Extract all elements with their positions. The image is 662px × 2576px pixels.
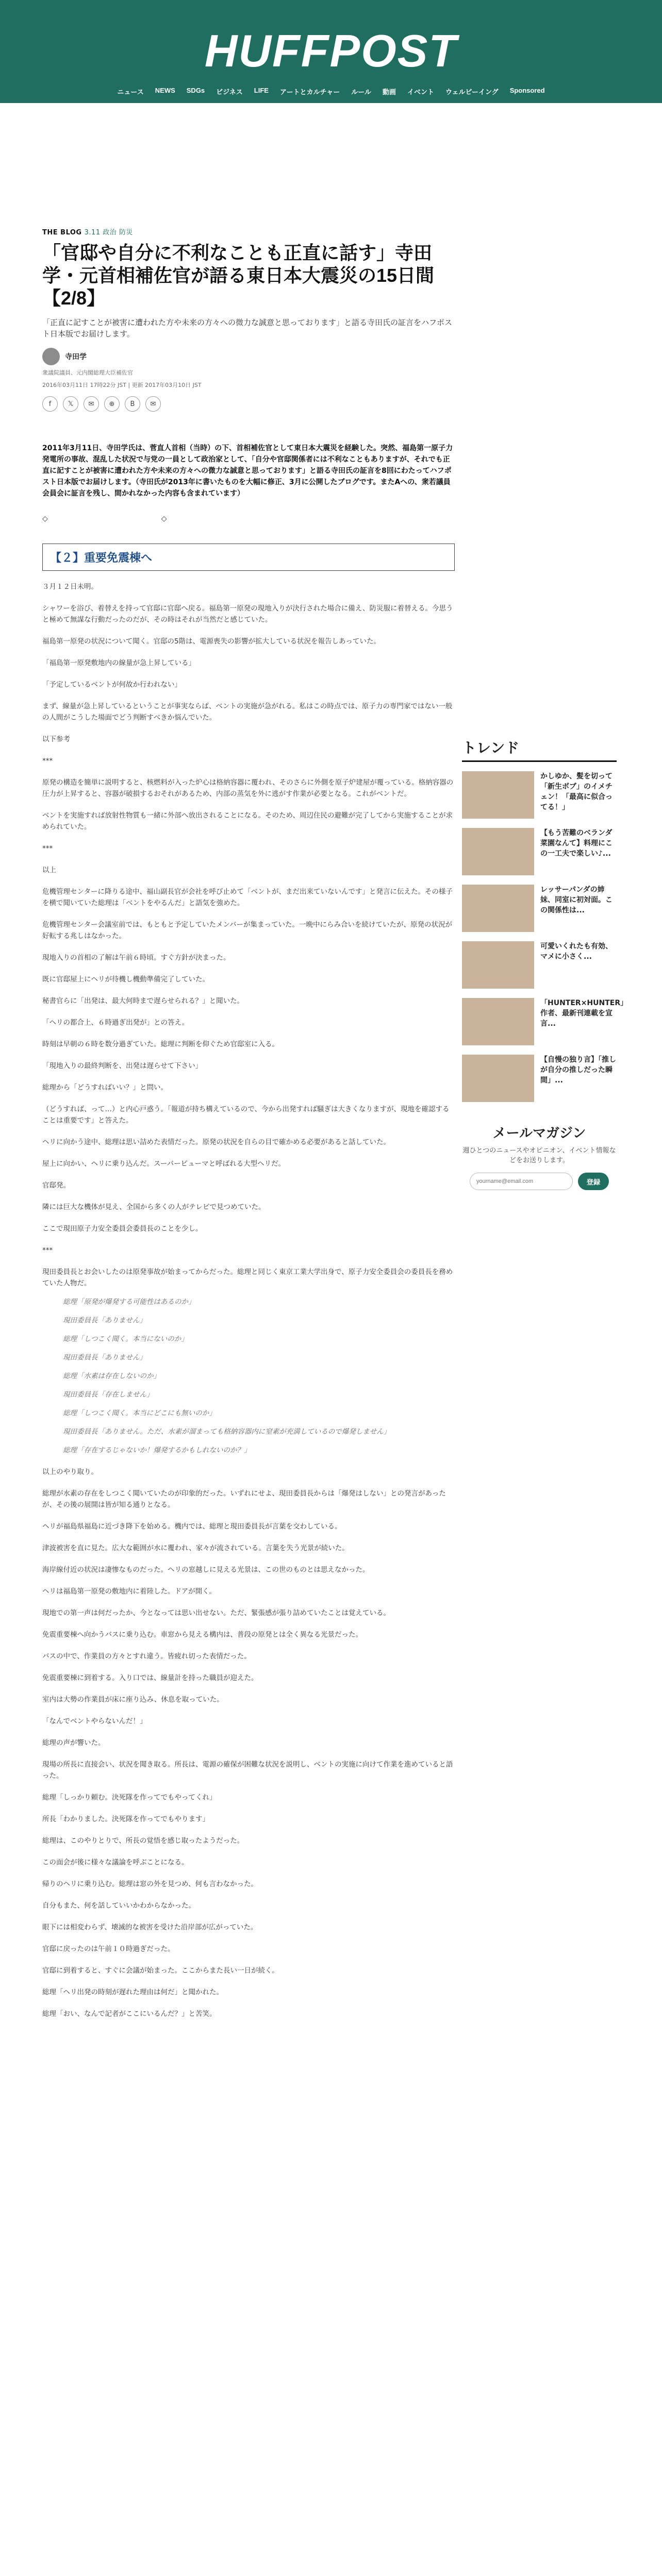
email-field[interactable] <box>470 1173 573 1190</box>
article-paragraph: ヘリは福島第一原発の敷地内に着陸した。ドアが開く。 <box>42 1587 216 1596</box>
article-paragraph: 現田委員長とお会いしたのは原発事故が始まってからだった。総理と同じく東京工業大学出身で、原子力安全委員会の委員長を務めていた人物だ。 <box>42 1268 453 1287</box>
article-paragraph: 以上 <box>42 866 56 874</box>
trend-thumbnail[interactable] <box>462 771 534 819</box>
x-icon[interactable]: 𝕏 <box>63 396 78 412</box>
article-paragraph: 「なんでベントやらないんだ！」 <box>42 1717 147 1725</box>
article-paragraph: 以下参考 <box>42 735 70 743</box>
article <box>42 227 455 2020</box>
nav-item[interactable]: SDGs <box>186 87 205 94</box>
trend-thumbnail[interactable] <box>462 1055 534 1102</box>
newsletter-box <box>462 1123 617 1190</box>
article-intro: 2011年3月11日、寺田学氏は、菅直人首相（当時）の下、首相補佐官として東日本大震災を経験した。突然、福島第一原子力発電所の事故、混乱した状況で与党の一員として政治家として、「自分や官邸関係者には不利なこともありますが、それでも正直に記すことが被害に遭われた方や未来の方々への微力な誠意と思っております」と語る寺田氏の証言を8回にわたってハフポスト日本版でお届けします。（寺田氏が2013年に書いたものを大幅に修正、3月に公開したブログです。またAへの、衆若議員会員会に証言を残し、間かれなかった内容も含まれています） <box>42 444 453 498</box>
article-paragraph: ここで現田原子力安全委員会委員長のことを少し。 <box>42 1225 203 1233</box>
nav-item[interactable]: ウェルビーイング <box>445 88 499 96</box>
article-paragraph: *** <box>42 757 53 765</box>
article-paragraph: 「現地入りの最終判断を、出発は遅らせて下さい」 <box>42 1062 203 1070</box>
site-logo[interactable]: HUFFPOST <box>204 25 458 76</box>
article-paragraph: 既に官邸屋上にヘリが待機し機動準備完了していた。 <box>42 975 209 984</box>
article-paragraph: シャワーを浴び、着替えを持って官邸に官邸へ戻る。福島第一原発の現地入りが決行された場合に備え、防災服に着替える。今思うと極めて無謀な行動だったのだが、その時はそれが当然だと感じていた。 <box>42 604 453 624</box>
trend-item[interactable] <box>462 998 628 1045</box>
article-paragraph: 以上のやり取り。 <box>42 1468 98 1476</box>
article-paragraph: 総理の声が響いた。 <box>42 1739 105 1747</box>
article-paragraph: 総理「存在するじゃないか！爆発するかもしれないのか？」 <box>63 1446 251 1454</box>
trend-item[interactable] <box>462 941 617 989</box>
article-paragraph: 津波被害を直に見た。広大な範囲が水に覆われ、家々が流されている。言葉を失う光景が続いた。 <box>42 1544 349 1552</box>
article-paragraph: 総理「しつこく聞く。本当にどこにも無いのか」 <box>63 1409 216 1417</box>
article-paragraph: 総理から「どうすればいい？」と問い。 <box>42 1083 168 1092</box>
article-paragraph: 現田委員長「ありません」 <box>63 1316 146 1325</box>
nav-item[interactable]: LIFE <box>254 87 269 94</box>
article-paragraph: 帰りのヘリに乗り込む。総理は窓の外を見つめ、何も言わなかった。 <box>42 1880 258 1888</box>
mail-icon[interactable]: ✉ <box>84 396 99 412</box>
nav-item[interactable]: ニュース <box>117 88 144 96</box>
trend-title[interactable]: 【自慢の独り言】「推しが自分の推しだった瞬間」... <box>540 1056 616 1084</box>
article-paragraph: 免震重要棟へ向かうバスに乗り込む。車窓から見える構内は、普段の原発とは全く異なる光景だった。 <box>42 1631 362 1639</box>
newsletter-title: メールマガジン <box>492 1126 586 1141</box>
article-paragraph: 危機管理センター会議室前では、もともと予定していたメンバーが集まっていた。一晩中にらみ合いを続けていたが、原発の状況が好転する兆しはなかった。 <box>42 921 453 940</box>
trend-title[interactable]: 可愛いくれたも有効、マメに小さく... <box>540 942 613 961</box>
article-paragraph: 「ヘリの都合上、６時過ぎ出発が」との答え。 <box>42 1019 189 1027</box>
article-paragraph: この面会が後に様々な議論を呼ぶことになる。 <box>42 1858 189 1867</box>
article-paragraph: 総理は、このやりとりで、所長の覚悟を感じ取ったようだった。 <box>42 1837 244 1845</box>
article-paragraph: 時刻は早朝の６時を数分過ぎていた。総理に判断を仰ぐため官邸室に入る。 <box>42 1040 279 1048</box>
article-body <box>42 581 455 2020</box>
article-paragraph: *** <box>42 1246 53 1255</box>
article-paragraph: 現地での第一声は何だったか、今となっては思い出せない。ただ、緊張感が張り詰めていたことは覚えている。 <box>42 1609 390 1617</box>
article-eyebrow <box>42 227 455 236</box>
article-paragraph: 眼下には相変わらず、壊滅的な被害を受けた沿岸部が広がっていた。 <box>42 1923 258 1931</box>
article-paragraph: バスの中で、作業員の方々とすれ違う。皆疲れ切った表情だった。 <box>42 1652 251 1660</box>
avatar[interactable] <box>42 348 60 365</box>
article-paragraph: 所長「わかりました。決死隊を作ってでもやります」 <box>42 1815 209 1823</box>
nav-item[interactable]: イベント <box>407 88 434 96</box>
article-paragraph: ３月１２日未明。 <box>42 583 98 591</box>
facebook-icon[interactable]: f <box>42 396 58 412</box>
article-paragraph: 総理「水素は存在しないのか」 <box>63 1372 160 1380</box>
newsletter-desc: 週ひとつのニュースやオピニオン、イベント情報などをお送りします。 <box>462 1147 616 1164</box>
article-dates: 2016年03月11日 17時22分 JST | 更新 2017年03月10日 JST <box>42 382 202 388</box>
article-paragraph: 屋上に向かい、ヘリに乗り込んだ。スーパーピューマと呼ばれる大型ヘリだ。 <box>42 1160 286 1168</box>
share-bar <box>42 396 455 412</box>
article-paragraph: 現田委員長「存在しません」 <box>63 1391 154 1399</box>
article-paragraph: 福島第一原発の状況について聞く。官邸の5階は、電源喪失の影響が拡大している状況を報告しあっていた。 <box>42 637 380 646</box>
trend-title[interactable]: 【もう苦難のベランダ菜園なんて】料理にこの一工夫で楽しい♪... <box>540 829 613 858</box>
article-paragraph: 総理「しっかり頼む。決死隊を作ってでもやってくれ」 <box>42 1793 217 1802</box>
author-role: 衆議院議員、元内閣総理大臣補佐官 <box>42 369 133 376</box>
nav-item[interactable]: NEWS <box>155 87 175 94</box>
article-paragraph: まず、線量が急上昇しているということが事実ならば、ベントの実施が急がれる。私はこの時点では、原子力の専門家ではない一般の人間がこうした場面でどう判断すべきか悩んでいた。 <box>42 702 453 722</box>
author-name[interactable]: 寺田学 <box>65 353 87 361</box>
article-paragraph: （どうすれば、って…）と内心戸惑う。「報道が持ち構えているので、今から出発すれば騒ぎは大きくなりますが、現地を確認することは重要です」と答えた。 <box>42 1105 450 1125</box>
article-title: 「官邸や自分に不利なことも正直に話す」寺田学・元首相補佐官が語る東日本大震災の15日間【2/8】 <box>42 242 435 309</box>
section-heading: 【２】重要免震棟へ <box>42 544 455 571</box>
article-paragraph: 官邸に戻ったのは午前１０時過ぎだった。 <box>42 1945 175 1953</box>
article-paragraph: 室内は大勢の作業員が床に座り込み、休息を取っていた。 <box>42 1696 224 1704</box>
blog-label[interactable]: THE BLOG <box>42 229 82 236</box>
article-paragraph: ヘリに向かう途中、総理は思い詰めた表情だった。原発の状況を自らの目で確かめる必要があると話していた。 <box>42 1138 390 1146</box>
article-paragraph: 「予定しているベントが何故か行われない」 <box>42 681 181 689</box>
message-icon[interactable]: ✉ <box>145 396 161 412</box>
article-paragraph: 危機管理センターに降りる途中、福山副長官が会社を呼び止めて「ベントが、まだ出来ていないんです」と発言に伝えた。その様子を横で聞いていた総理は「ベントをやるんだ」と語気を強めた。 <box>42 888 453 907</box>
trend-title[interactable]: レッサーパンダの姉妹、同室に初対面。この関係性は... <box>540 886 613 914</box>
trend-item[interactable] <box>462 828 617 875</box>
article-paragraph: 官邸発。 <box>42 1181 70 1190</box>
article-paragraph: 現田委員長「ありません。ただ、水素が溜まっても格納容器内に窒素が充満しているので爆発しません」 <box>63 1428 391 1436</box>
article-paragraph: 海岸線付近の状況は凄惨なものだった。ヘリの窓越しに見える光景は、この世のものとは思えなかった。 <box>42 1566 370 1574</box>
trend-item[interactable] <box>462 1055 617 1102</box>
article-paragraph: 免震重要棟に到着する。入り口では、線量計を持った職員が迎えた。 <box>42 1674 258 1682</box>
article-paragraph: 官邸に到着すると、すぐに会議が始まった。ここからまた長い一日が続く。 <box>42 1967 279 1975</box>
article-paragraph: 原発の構造を簡単に説明すると、核燃料が入った炉心は格納容器に覆われ、そのさらに外側を原子炉建屋が覆っている。格納容器の圧力が上昇すると、容器が破損するおそれがあるため、内部の蒸気を外に逃がす作業が必要となる。これがベントだ。 <box>42 778 454 798</box>
article-paragraph: ベントを実施すれば放射性物質も一緒に外部へ放出されることになる。そのため、周辺住民の避難が完了してから実施することが求められていた。 <box>42 811 453 831</box>
article-paragraph: 現地入りの首相の了解は午前６時頃。すぐ方針が決まった。 <box>42 954 230 962</box>
subscribe-button[interactable]: 登録 <box>578 1173 609 1190</box>
article-paragraph: 現田委員長「ありません」 <box>63 1353 146 1362</box>
eyebrow-tags[interactable]: 3.11 政治 防災 <box>84 229 133 236</box>
article-paragraph: 隣には巨大な機体が見え、全国から多くの人がテレビで見つめていた。 <box>42 1203 266 1211</box>
trend-thumbnail[interactable] <box>462 941 534 989</box>
article-paragraph: 総理「原発が爆発する可能性はあるのか」 <box>63 1298 195 1306</box>
bookmark-icon[interactable]: B <box>125 396 140 412</box>
article-paragraph: 現場の所長に直接会い、状況を聞き取る。所長は、電源の確保が困難な状況を説明し、ベントの実施に向けて作業を進めていると語った。 <box>42 1760 453 1780</box>
nav-item[interactable]: アートとカルチャー <box>279 88 340 96</box>
nav-item[interactable]: ルール <box>351 88 371 96</box>
link-icon[interactable]: ⊕ <box>104 396 120 412</box>
nav-item[interactable]: 動画 <box>382 88 396 96</box>
article-paragraph: 総理が水素の存在をしつこく聞いていたのが印象的だった。いずれにせよ、現田委員長からは「爆発はしない」との発言があったが、その後の展開は皆が知る通りとなる。 <box>42 1489 446 1509</box>
trend-thumbnail[interactable] <box>462 998 534 1045</box>
trend-item[interactable] <box>462 885 617 932</box>
article-paragraph: ヘリが福島県福島に近づき降下を始める。機内では、総理と現田委員長が言葉を交わしている。 <box>42 1522 342 1531</box>
article-paragraph: 総理「ヘリ出発の時刻が遅れた理由は何だ」と聞かれた。 <box>42 1988 223 1996</box>
trend-title[interactable]: 「HUNTER×HUNTER」作者、最新刊連載を宣言... <box>540 999 628 1028</box>
main-nav <box>0 87 662 96</box>
article-paragraph: 自分もまた、何を話していいかわからなかった。 <box>42 1902 195 1910</box>
article-lede: 「正直に記すことが被害に遭われた方や未来の方々への微力な誠意と思っております」と語る寺田氏の証言をハフポスト日本版でお届けします。 <box>42 318 453 338</box>
article-paragraph: *** <box>42 844 53 853</box>
article-paragraph: 総理「しつこく聞く。本当にないのか」 <box>63 1335 188 1343</box>
site-header <box>0 0 662 103</box>
nav-item[interactable]: Sponsored <box>509 87 545 94</box>
trend-list <box>462 771 628 1102</box>
trend-thumbnail[interactable] <box>462 885 534 932</box>
article-paragraph: 総理「おい、なんで記者がここにいるんだ？」と苦笑。 <box>42 2010 217 2018</box>
nav-item[interactable]: ビジネス <box>216 88 243 96</box>
article-paragraph: 秘書官らに「出発は、最大何時まで遅らせられる？」と聞いた。 <box>42 997 244 1005</box>
trend-title[interactable]: かしゆか、髪を切って「新生ボブ」のイメチェン！「最高に似合ってる！」 <box>540 772 613 811</box>
trend-heading: トレンド <box>462 737 617 762</box>
separator: ◇ ◇ <box>42 515 167 523</box>
author-block[interactable] <box>42 348 455 365</box>
trend-item[interactable] <box>462 771 617 819</box>
article-paragraph: 「福島第一原発敷地内の線量が急上昇している」 <box>42 659 195 667</box>
sidebar <box>462 737 628 1190</box>
trend-thumbnail[interactable] <box>462 828 534 875</box>
